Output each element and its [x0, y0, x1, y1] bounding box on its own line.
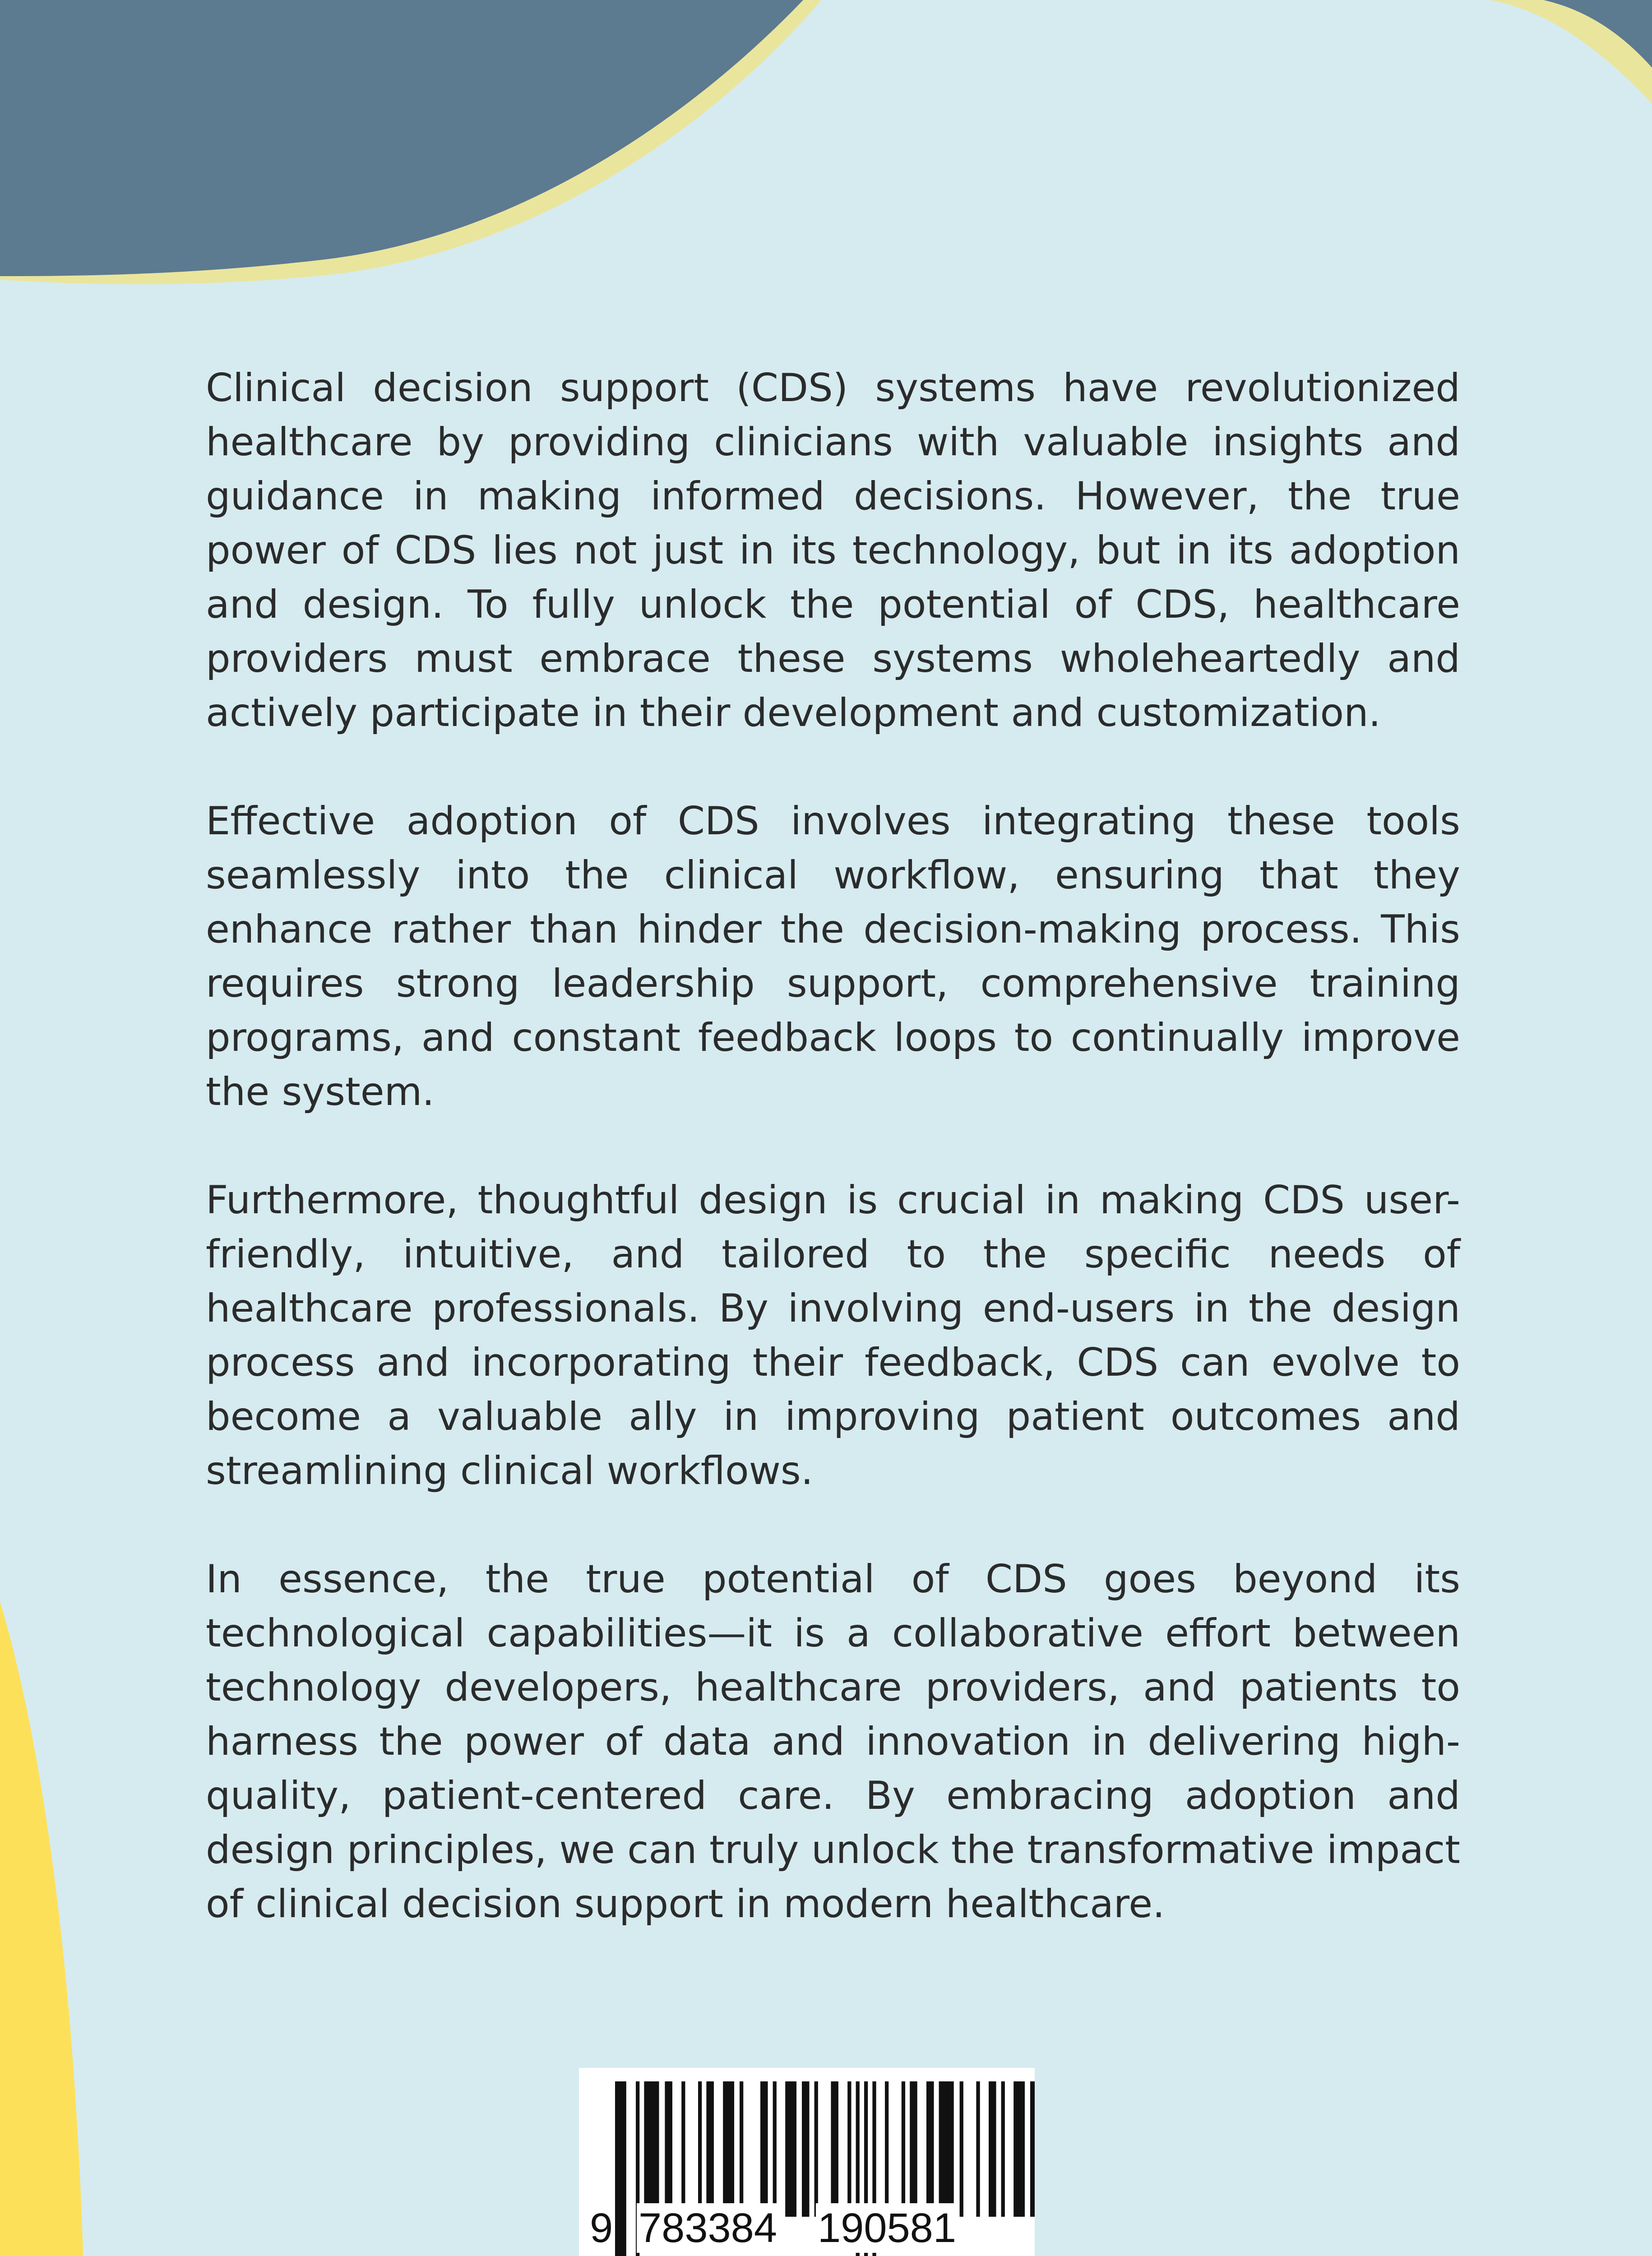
description-paragraph-1: Clinical decision support (CDS) systems have revolutionized healthcare by providing clinicians with valuable insights and guidance in making informed decisions. However, the true power of CDS lies not just in its technology, but in its adoption and design. To fully unlock the potential of CDS, healthcare providers must embrace these systems wholeheartedly and actively participate in their development and customization.	[206, 365, 1460, 735]
barcode-bar	[644, 2081, 659, 2217]
barcode-bar	[760, 2081, 768, 2217]
barcode-digits	[579, 2203, 1035, 2256]
barcode-bar	[723, 2081, 734, 2217]
isbn-barcode	[579, 2068, 1035, 2256]
yellow-left-arc	[0, 1602, 86, 2256]
barcode-bar	[847, 2081, 851, 2217]
description-paragraph-4: In essence, the true potential of CDS goes beyond its technological capabilities—it is a collaborative effort between technology developers, healthcare providers, and patients to harness the power of data and innovation in delivering high-quality, patient-centered care. By embracing adoption and design principles, we can truly unlock the transformative impact of clinical decision support in modern healthcare.	[206, 1557, 1460, 1927]
barcode-bar	[706, 2081, 714, 2217]
barcode-left-digits: 783384	[637, 2203, 779, 2253]
description-paragraph-3: Furthermore, thoughtful design is crucial in making CDS user-friendly, intuitive, and tailored to the specific needs of healthcare professionals. By involving end-users in the design process and incorporating their feedback, CDS can evolve to become a valuable ally in improving patient outcomes and streamlining clinical workflows.	[206, 1178, 1460, 1493]
barcode-bar	[960, 2081, 963, 2217]
barcode-bar	[773, 2081, 777, 2217]
barcode-bar	[989, 2081, 996, 2217]
barcode-bar	[976, 2081, 980, 2217]
dark-top-band	[0, 0, 1652, 276]
barcode-right-digits: 190581	[816, 2203, 958, 2253]
barcode-bar	[939, 2081, 954, 2217]
description-paragraph-2: Effective adoption of CDS involves integrating these tools seamlessly into the clinical workflow, ensuring that they enhance rather than hinder the decision-making process. This requires strong leadership support, comprehensive training programs, and constant feedback loops to continually improve the system.	[206, 799, 1460, 1114]
back-cover-description	[206, 361, 1460, 1985]
barcode-bar	[885, 2081, 888, 2217]
barcode-bar	[831, 2081, 838, 2217]
barcode-bar	[802, 2081, 810, 2217]
barcode-bar	[665, 2081, 672, 2217]
barcode-first-digit: 9	[588, 2203, 615, 2253]
barcode-bar	[1013, 2081, 1025, 2217]
barcode-bar	[910, 2081, 917, 2217]
barcode-bar	[698, 2081, 702, 2217]
barcode-bar	[814, 2081, 818, 2217]
barcode-bar	[902, 2081, 905, 2217]
barcode-bar	[740, 2081, 743, 2217]
barcode-bar	[1030, 2081, 1035, 2217]
barcode-bar	[681, 2081, 685, 2217]
barcode-bar	[785, 2081, 796, 2217]
barcode-bar	[1001, 2081, 1005, 2217]
barcode-bar	[926, 2081, 934, 2217]
